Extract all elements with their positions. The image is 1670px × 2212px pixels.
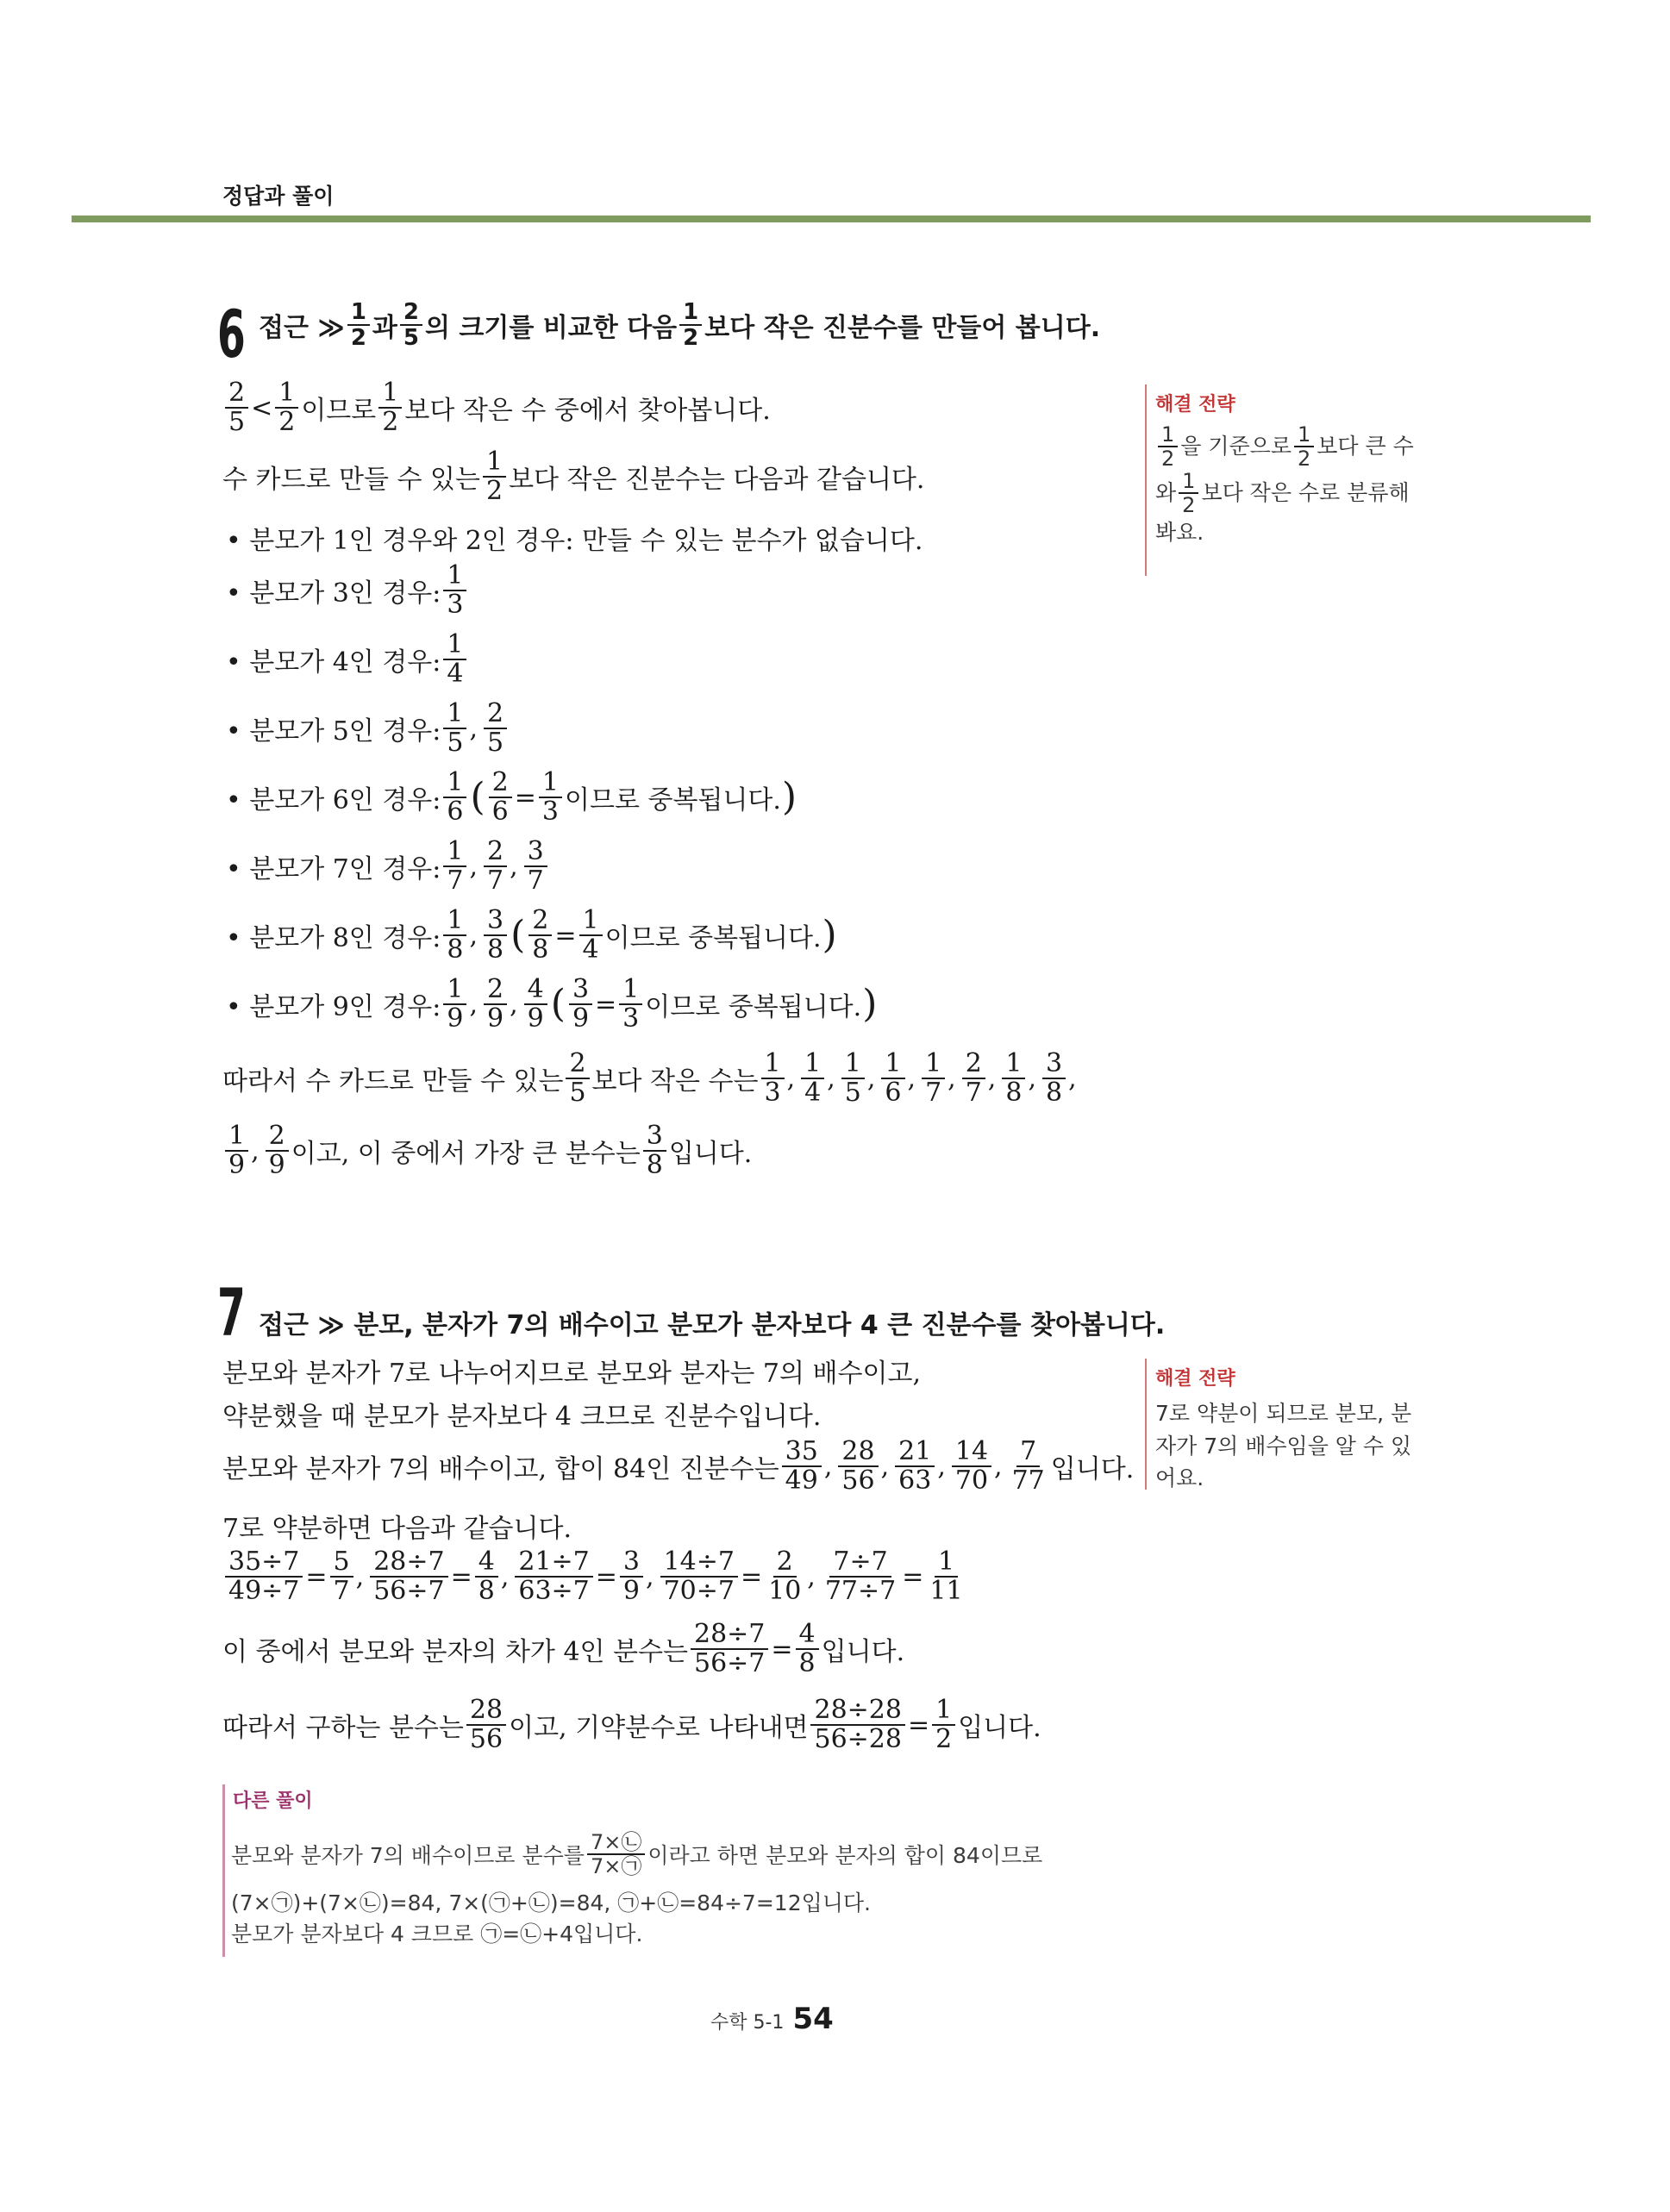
p6-conclusion-2: $\frac{1}{9}$ , $\frac{2}{9}$ 이고, 이 중에서 가장 큰 분수는 $\frac{3}{8}$ 입니다. [222,1122,752,1179]
fraction: $\frac{2}{7}$ [962,1050,985,1107]
fraction: $\frac{2}{6}$ [489,769,512,826]
p6-bullet-1-2: • 분모가 1인 경우와 2인 경우: 만들 수 있는 분수가 없습니다. [226,526,923,556]
strategy-box-6: 해결 전략 $\frac{1}{2}$ 을 기준으로 $\frac{1}{2}$ 보다 큰 수 와 $\frac{1}{2}$ 보다 작은 수로 분류해 봐요. [1145,384,1440,576]
alt-solution-title: 다른 풀이 [233,1790,313,1812]
approach-6: 접근 ≫ $\frac{1}{2}$ 과 $\frac{2}{5}$ 의 크기를 비교한 다음 $\frac{1}{2}$ 보다 작은 진분수를 만들어 봅니다. [259,299,1101,351]
strategy-box-7: 해결 전략 7로 약분이 되므로 분모, 분 자가 7의 배수임을 알 수 있 어요. [1145,1359,1440,1490]
fraction: $\frac{1}{2}$ [1179,470,1198,516]
fraction: $\frac{2}{5}$ [225,379,248,436]
fraction: $\frac{3}{8}$ [643,1122,666,1179]
fraction: $\frac{1}{6}$ [881,1050,904,1107]
fraction: $\frac{1}{3}$ [443,562,466,619]
p6-bullet-3: • 분모가 3인 경우: $\frac{1}{3}$ [226,562,469,619]
fraction: $\frac{1}{2}$ [932,1696,955,1753]
fraction: $\frac{4}{8}$ [796,1621,819,1678]
p7-line-4: 7로 약분하면 다음과 같습니다. [222,1514,572,1544]
p6-bullet-5: • 분모가 5인 경우: $\frac{1}{5}$ , $\frac{2}{5}$ [226,700,510,757]
fraction: $\frac{4}{9}$ [524,976,547,1033]
fraction: $\frac{1}{9}$ [225,1122,248,1179]
p6-conclusion-1: 따라서 수 카드로 만들 수 있는 $\frac{2}{5}$ 보다 작은 수는 $\frac{1}{3}$ , $\frac{1}{4}$ , $\frac{1}{5}$ , $\frac{1}{6}$ , $\frac{1}{7}$ , $\frac{2}{7}$ , $\frac{1}{8}$ , $\frac{3}{8}$ , [222,1048,1077,1108]
fraction: $\frac{1}{4}$ [443,631,466,688]
fraction: $\frac{21}{63}$ [895,1438,935,1495]
fraction: $\frac{28\div 7}{56\div 7}$ [370,1548,447,1605]
fraction: $\frac{1}{2}$ [1294,423,1314,470]
fraction: $\frac{3}{8}$ [1042,1050,1066,1107]
p6-bullet-8: • 분모가 8인 경우: $\frac{1}{8}$ , $\frac{3}{8}$ ( $\frac{2}{8}$ = $\frac{1}{4}$ 이므로 중복됩니다. ) [226,905,837,965]
fraction: $\frac{1}{2}$ [679,300,702,350]
fraction: $\frac{28}{56}$ [466,1696,506,1753]
p6-bullet-7: • 분모가 7인 경우: $\frac{1}{7}$ , $\frac{2}{7}$ , $\frac{3}{7}$ [226,838,550,895]
fraction: $\frac{3}{7}$ [524,838,547,895]
strategy-title: 해결 전략 [1155,1368,1235,1390]
fraction: $\frac{1}{11}$ [929,1547,963,1606]
fraction: $\frac{35\div 7}{49\div 7}$ [225,1548,303,1605]
fraction: $\frac{1}{3}$ [761,1050,785,1107]
fraction: $\frac{1}{2}$ [347,300,370,350]
fraction: $\frac{1}{9}$ [443,976,466,1033]
p6-line-2: 수 카드로 만들 수 있는 $\frac{1}{2}$ 보다 작은 진분수는 다음과 같습니다. [222,447,925,506]
fraction: $\frac{2}{5}$ [566,1050,589,1107]
fraction: $\frac{2}{5}$ [400,300,422,350]
fraction: $\frac{5}{7}$ [330,1548,353,1605]
fraction: $\frac{7\times㉡}{7\times㉠}$ [587,1831,645,1878]
fraction: $\frac{1}{5}$ [443,700,466,757]
fraction: $\frac{3}{9}$ [569,976,592,1033]
approach-7: 접근 ≫ 분모, 분자가 7의 배수이고 분모가 분자보다 4 큰 진분수를 찾아봅니다. [259,1310,1166,1340]
p7-line-1: 분모와 분자가 7로 나누어지므로 분모와 분자는 7의 배수이고, [222,1359,921,1389]
alt-line-3: 분모가 분자보다 4 크므로 ㉠=㉡+4입니다. [231,1921,643,1946]
fraction: $\frac{1}{8}$ [443,907,466,964]
fraction: $\frac{1}{8}$ [1002,1050,1025,1107]
fraction: $\frac{1}{2}$ [1158,423,1178,470]
p6-bullet-9: • 분모가 9인 경우: $\frac{1}{9}$ , $\frac{2}{9}$ , $\frac{4}{9}$ ( $\frac{3}{9}$ = $\frac{1}{3}$ 이므로 중복됩니다. ) [226,974,878,1034]
fraction: $\frac{3}{9}$ [620,1548,643,1605]
p6-line-1: $\frac{2}{5}$ < $\frac{1}{2}$ 이므로 $\frac{1}{2}$ 보다 작은 수 중에서 찾아봅니다. [222,379,771,436]
problem-number-7: 7 [217,1274,246,1351]
fraction: $\frac{7\div 7}{77\div 7}$ [824,1547,897,1606]
fraction: $\frac{1}{2}$ [275,379,298,436]
footer-book: 수학 5-1 [710,2012,785,2034]
p6-bullet-6: • 분모가 6인 경우: $\frac{1}{6}$ ( $\frac{2}{6}$ = $\frac{1}{3}$ 이므로 중복됩니다. ) [226,767,797,827]
header-rule [72,216,1591,222]
page-number: 54 [792,2002,834,2036]
footer [710,2002,834,2036]
fraction: $\frac{28\div 7}{56\div 7}$ [691,1621,768,1678]
fraction: $\frac{28}{56}$ [838,1438,878,1495]
fraction: $\frac{1}{3}$ [619,976,642,1033]
p7-line-3: 분모와 분자가 7의 배수이고, 합이 84인 진분수는 $\frac{35}{49}$ , $\frac{28}{56}$ , $\frac{21}{63}$ , $\frac{14}{70}$ , $\frac{7}{77}$ 입니다. [222,1436,1135,1496]
p6-bullet-4: • 분모가 4인 경우: $\frac{1}{4}$ [226,631,469,688]
fraction: $\frac{35}{49}$ [782,1438,822,1495]
alt-line-1: 분모와 분자가 7의 배수이므로 분수를 $\frac{7\times㉡}{7\times㉠}$ 이라고 하면 분모와 분자의 합이 84이므로 [231,1830,1043,1878]
fraction: $\frac{1}{3}$ [539,769,562,826]
p7-line-6: 이 중에서 분모와 분자의 차가 4인 분수는 $\frac{28\div 7}{56\div 7}$ = $\frac{4}{8}$ 입니다. [222,1619,905,1678]
fraction: $\frac{1}{5}$ [841,1050,865,1107]
fraction: $\frac{1}{7}$ [922,1050,945,1107]
fraction: $\frac{1}{6}$ [443,769,466,826]
p7-line-7: 따라서 구하는 분수는 $\frac{28}{56}$ 이고, 기약분수로 나타내면 $\frac{28\div 28}{56\div 28}$ = $\frac{1}{2}$ 입니다. [222,1695,1041,1754]
fraction: $\frac{1}{7}$ [443,838,466,895]
fraction: $\frac{1}{4}$ [579,907,603,964]
fraction: $\frac{1}{2}$ [483,448,506,505]
header-label: 정답과 풀이 [222,184,335,209]
alt-line-2: (7×㉠)+(7×㉡)=84, 7×(㉠+㉡)=84, ㉠+㉡=84÷7=12입니다. [231,1890,871,1915]
fraction: $\frac{2}{10}$ [768,1547,802,1606]
problem-number-6: 6 [217,296,246,372]
strategy-title: 해결 전략 [1155,394,1235,416]
fraction: $\frac{1}{2}$ [378,379,402,436]
fraction: $\frac{7}{77}$ [1011,1436,1045,1496]
fraction: $\frac{2}{9}$ [484,976,507,1033]
fraction: $\frac{2}{8}$ [529,907,552,964]
fraction: $\frac{4}{8}$ [475,1548,498,1605]
fraction: $\frac{3}{8}$ [484,907,507,964]
fraction: $\frac{2}{7}$ [484,838,507,895]
fraction: $\frac{14}{70}$ [952,1438,991,1495]
fraction: $\frac{28\div 28}{56\div 28}$ [810,1696,904,1753]
fraction: $\frac{1}{4}$ [801,1050,824,1107]
p7-line-5: $\frac{35\div 7}{49\div 7}$ = $\frac{5}{7}$ , $\frac{28\div 7}{56\div 7}$ = $\frac{4}{8}$ , $\frac{21\div 7}{63\div 7}$ = $\frac{3}{9}$ , $\frac{14\div 7}{70\div 7}$ = $\frac{2}{10}$ , $\frac{7\div 7}{77\div 7}$ = $\frac{1}{11}$ [222,1548,969,1605]
fraction: $\frac{14\div 7}{70\div 7}$ [660,1548,738,1605]
fraction: $\frac{21\div 7}{63\div 7}$ [515,1548,592,1605]
fraction: $\frac{2}{5}$ [484,700,507,757]
p7-line-2: 약분했을 때 분모가 분자보다 4 크므로 진분수입니다. [222,1402,822,1432]
fraction: $\frac{2}{9}$ [266,1122,289,1179]
